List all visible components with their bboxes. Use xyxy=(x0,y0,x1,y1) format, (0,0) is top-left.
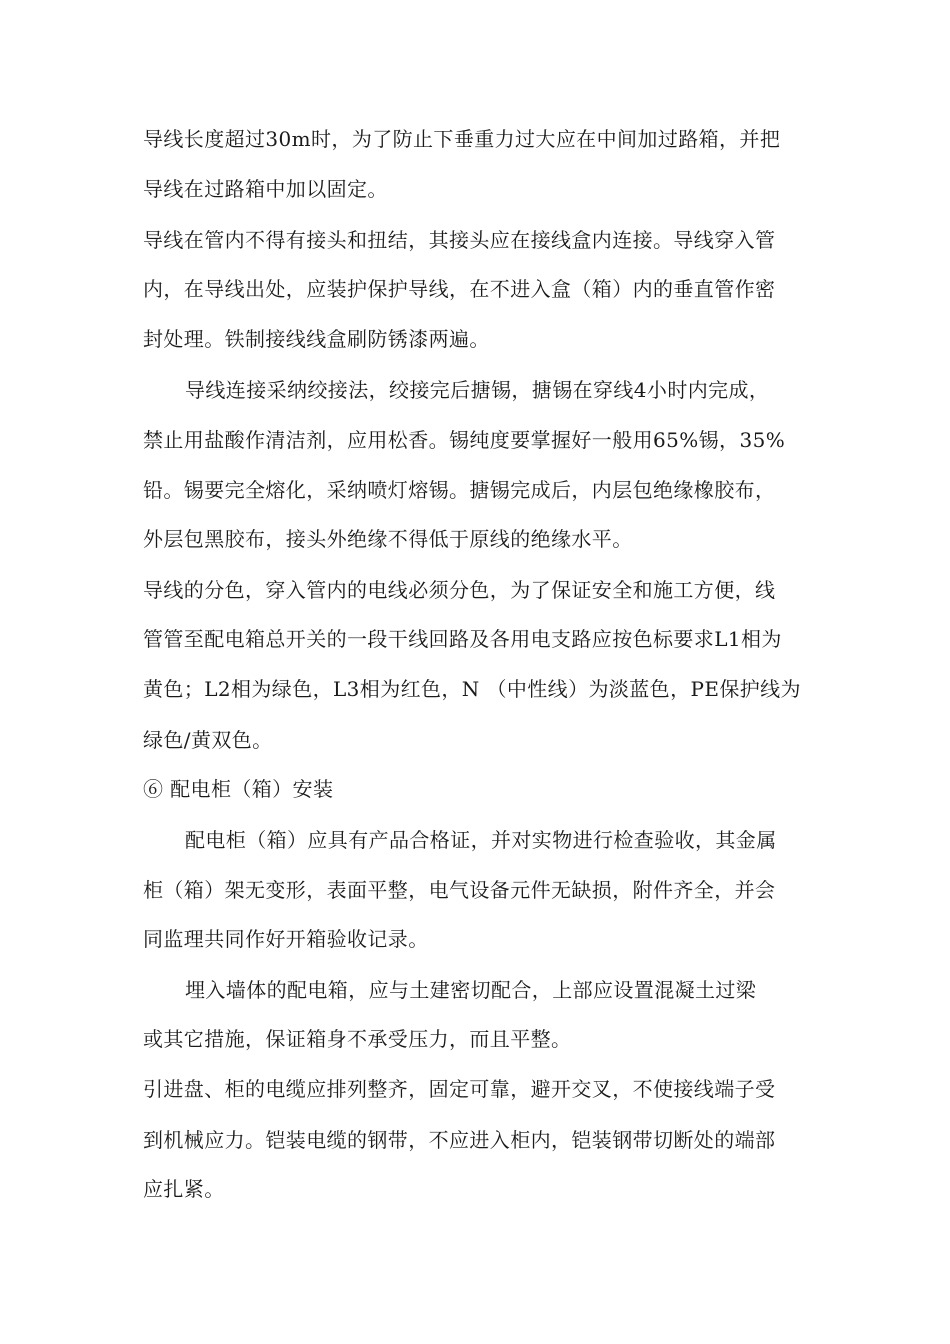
paragraph-line: 配电柜（箱）应具有产品合格证，并对实物进行检查验收，其金属 xyxy=(185,828,777,852)
paragraph-line: 导线在过路箱中加以固定。 xyxy=(143,177,388,201)
paragraph-line: 同监理共同作好开箱验收记录。 xyxy=(143,927,429,951)
paragraph-line: 引进盘、柜的电缆应排列整齐，固定可靠，避开交叉，不使接线端子受 xyxy=(143,1077,776,1101)
paragraph-line: 或其它措施，保证箱身不承受压力，而且平整。 xyxy=(143,1027,572,1051)
paragraph-line: 禁止用盐酸作清洁剂，应用松香。锡纯度要掌握好一般用65%锡，35% xyxy=(143,428,786,452)
paragraph-line: 内，在导线出处，应装护保护导线，在不进入盒（箱）内的垂直管作密 xyxy=(143,277,776,301)
paragraph-line: 黄色；L2相为绿色，L3相为红色，N （中性线）为淡蓝色，PE保护线为 xyxy=(143,677,801,701)
paragraph-line: 铅。锡要完全熔化，采纳喷灯熔锡。搪锡完成后，内层包绝缘橡胶布， xyxy=(143,478,776,502)
paragraph-line: 导线的分色，穿入管内的电线必须分色，为了保证安全和施工方便，线 xyxy=(143,578,776,602)
paragraph-line: 柜（箱）架无变形，表面平整，电气设备元件无缺损，附件齐全，并会 xyxy=(143,878,776,902)
paragraph-line: 应扎紧。 xyxy=(143,1177,225,1201)
paragraph-line: 埋入墙体的配电箱，应与土建密切配合，上部应设置混凝土过梁 xyxy=(185,978,757,1002)
section-heading: ⑥ 配电柜（箱）安装 xyxy=(143,777,334,801)
paragraph-line: 绿色/黄双色。 xyxy=(143,728,273,752)
paragraph-line: 导线长度超过30m时，为了防止下垂重力过大应在中间加过路箱，并把 xyxy=(143,127,781,151)
paragraph-line: 导线在管内不得有接头和扭结，其接头应在接线盒内连接。导线穿入管 xyxy=(143,228,776,252)
paragraph-line: 管管至配电箱总开关的一段干线回路及各用电支路应按色标要求L1相为 xyxy=(143,627,782,651)
paragraph-line: 到机械应力。铠装电缆的钢带，不应进入柜内，铠装钢带切断处的端部 xyxy=(143,1128,776,1152)
paragraph-line: 导线连接采纳绞接法，绞接完后搪锡，搪锡在穿线4小时内完成， xyxy=(185,378,770,402)
paragraph-line: 封处理。铁制接线线盒刷防锈漆两遍。 xyxy=(143,327,490,351)
paragraph-line: 外层包黑胶布，接头外绝缘不得低于原线的绝缘水平。 xyxy=(143,527,633,551)
